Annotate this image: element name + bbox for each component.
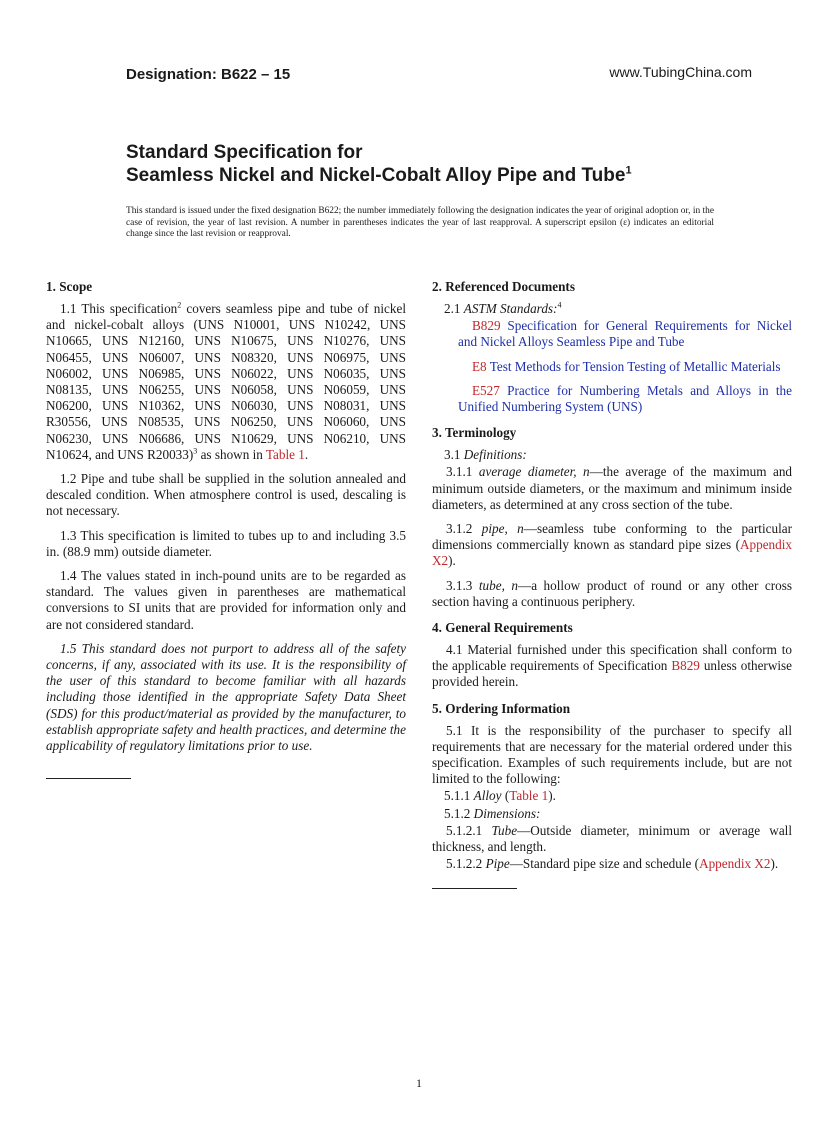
term-3-1-1 [432,464,792,513]
table-1-link[interactable]: Table 1 [265,446,305,462]
scope-1-3: 1.3 This specification is limited to tubes up to and including 3.5 in. (88.9 mm) outside diameter. [46,527,406,559]
term-3-1-1-term: average diameter, n [478,464,590,480]
ordering-5-1-2-2-text: —Standard pipe size and schedule ( [509,856,700,872]
appendix-x2-link-2[interactable]: Appendix X2 [699,856,771,872]
term-3-1-3-def: —a hollow product of round or any other cross section having a continuous periphery. [432,577,792,609]
ordering-5-1-2-2 [432,856,792,872]
b829-link[interactable]: B829 [671,658,700,674]
term-3-1-3-term: tube, n [478,577,518,593]
ref-title-b829[interactable]: Specification for General Requirements for Nickel and Nickel Alloys Seamless Pipe and Tube [458,318,792,350]
title-line-2: Seamless Nickel and Nickel-Cobalt Alloy Pipe and Tube [126,165,626,186]
scope-1-1-text-b: covers seamless pipe and tube of nickel and nickel-cobalt alloys (UNS N10001, UNS N10242, UNS N10665, UNS N12160, UNS N10675, UNS N10276, UNS N06455, UNS N06007, UNS N08320, UNS N06975, UNS N06002, UNS N06985, UNS N06022, UNS N06035, UNS N08135, UNS N06255, UNS N06058, UNS N06059, UNS N06200, UNS N10362, UNS N06030, UNS N08031, UNS R30556, UNS N08535, UNS N06250, UNS N06060, UNS N06230, UNS N06686, UNS N10629, UNS N06210, UNS N10624, and UNS R20033) [46,301,406,462]
ordering-5-1-2-1-label: Tube [491,822,518,838]
refs-2-1 [432,301,792,317]
scope-1-1-text-d: . [304,446,309,462]
scope-heading: 1. Scope [46,279,93,294]
general-req-heading: 4. General Requirements [432,620,573,636]
general-4-1 [432,642,792,691]
term-3-1-2-term: pipe, n [481,521,524,537]
ref-title-e527[interactable]: Practice for Numbering Metals and Alloys in the Unified Numbering System (UNS) [458,382,792,415]
left-column [46,279,406,779]
refs-heading: 2. Referenced Documents [432,279,575,294]
term-3-1-3-num: 3.1.3 [446,577,479,593]
ordering-5-1-2-2-num: 5.1.2.2 [446,856,486,872]
footnote-divider-right [432,888,517,889]
ref-item-e527 [432,383,792,415]
ordering-5-1-1-close: ). [548,788,556,804]
general-4-1-text-b: unless otherwise provided herein. [432,658,792,690]
term-3-1-2 [432,521,792,570]
term-3-1-3 [432,578,792,610]
scope-1-1-text-c: as shown in [197,446,266,462]
term-3-1 [432,447,792,463]
footnote-3-mark: 3 [193,446,198,456]
ordering-5-1-1 [432,788,792,804]
terminology-heading: 3. Terminology [432,425,517,441]
right-column [432,279,792,889]
ordering-5-1-2-1-text: —Outside diameter, minimum or average wall thickness, and length. [432,822,792,855]
ordering-5-1-2-num: 5.1.2 [444,805,474,821]
footnote-divider-left [46,778,131,779]
ordering-heading: 5. Ordering Information [432,700,571,716]
ordering-5-1-2-1 [432,823,792,855]
term-3-1-1-def: —the average of the maximum and minimum outside diameters, or the maximum and minimum inside diameters, as determined at any cross section of the tube. [432,464,793,512]
page-number: 1 [416,1076,422,1090]
ordering-5-1-2 [432,806,792,822]
appendix-x2-link[interactable]: Appendix X2 [432,537,792,569]
ordering-5-1-2-2-end: ). [770,856,779,872]
ref-code-e527[interactable]: E527 [472,382,500,398]
table-1-link-2[interactable]: Table 1 [509,788,549,804]
ref-item-b829 [432,318,792,350]
ordering-5-1-1-label: Alloy [473,788,502,804]
scope-1-5: 1.5 This standard does not purport to address all of the safety concerns, if any, associated with its use. It is the responsibility of the user of this standard to become familiar with all hazards including those identified in the appropriate Safety Data Sheet (SDS) for this product/material as provided by the manufacturer, to establish appropriate safety and health practices, and determine the applicability of regulatory limitations prior to use. [46,640,406,754]
scope-1-1 [46,301,406,463]
document-title [126,141,632,187]
website-url[interactable]: www.TubingChina.com [609,64,752,80]
designation: Designation: B622 – 15 [126,66,291,83]
ref-code-e8[interactable]: E8 [472,358,487,374]
ordering-5-1-1-num: 5.1.1 [444,788,474,804]
ref-code-b829[interactable]: B829 [472,318,501,334]
title-footnote-mark: 1 [625,164,632,177]
term-3-1-num: 3.1 [444,447,464,463]
refs-2-1-num: 2.1 [444,301,464,316]
footnote-2-mark: 2 [177,300,182,310]
ref-title-e8[interactable]: Test Methods for Tension Testing of Metallic Materials [486,358,781,374]
scope-1-4: 1.4 The values stated in inch-pound units are to be regarded as standard. The values given in parentheses are mathematical conversions to SI units that are provided for information only and are not considered standard. [46,568,406,632]
ordering-5-1-2-label: Dimensions: [473,805,541,821]
ordering-5-1-1-open: ( [501,788,510,804]
title-line-1: Standard Specification for [126,142,363,163]
term-3-1-2-num: 3.1.2 [446,521,482,537]
term-3-1-1-num: 3.1.1 [446,464,479,480]
ordering-5-1-2-1-num: 5.1.2.1 [446,822,492,838]
term-3-1-2-def: —seamless tube conforming to the particular dimensions commercially known as standard pipe sizes ( [432,521,792,553]
refs-2-1-label: ASTM Standards: [463,301,558,316]
footnote-4-mark: 4 [557,300,562,310]
issued-note: This standard is issued under the fixed designation B622; the number immediately following the designation indicates the year of original adoption or, in the case of revision, the year of last revision. A number in parentheses indicates the year of last reapproval. A superscript epsilon (ε) indicates an editorial change since the last revision or reapproval. [126,206,714,240]
scope-1-2: 1.2 Pipe and tube shall be supplied in the solution annealed and descaled condition. When atmosphere control is used, descaling is not necessary. [46,471,406,519]
ordering-5-1-2-2-label: Pipe [485,856,510,872]
ref-item-e8 [432,359,792,375]
term-3-1-label: Definitions: [463,447,527,463]
ordering-5-1: 5.1 It is the responsibility of the purchaser to specify all requirements that are necessary for the material ordered under this specification. Examples of such requirements include, but are not limited to the following: [432,722,792,787]
general-4-1-text-a: 4.1 Material furnished under this specification shall conform to the applicable requirements of Specification [432,642,792,674]
scope-1-1-text-a: 1.1 This specification [60,301,178,316]
term-3-1-2-end: ). [448,553,456,569]
